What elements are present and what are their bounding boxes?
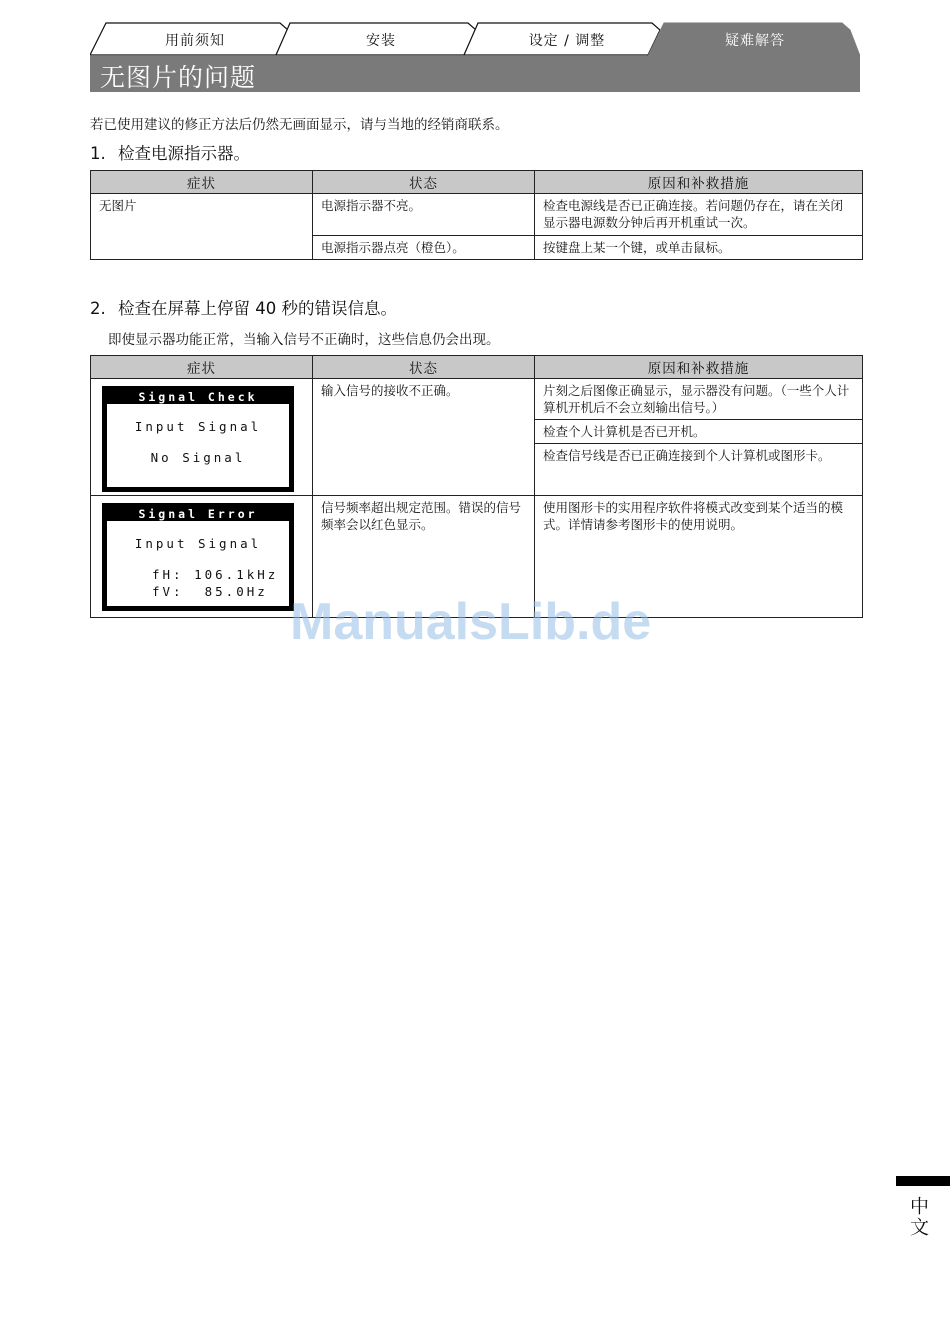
step-1-text: 检查电源指示器。 [118,144,250,163]
step-1-heading [90,140,250,164]
osd-line: fH: 106.1kHz [152,567,279,582]
remedy-cell: 检查电源线是否已正确连接。若问题仍存在，请在关闭显示器电源数分钟后再开机重试一次。 [535,194,863,236]
header-symptom: 症状 [91,171,313,194]
language-label: 中文 [907,1196,929,1238]
osd-line: Input Signal [134,536,262,551]
page-title: 无图片的问题 [100,63,257,92]
section-tabs [90,22,860,56]
table-row [91,194,863,236]
remedy-cell: 检查个人计算机是否已开机。 [535,420,863,444]
osd-line: Input Signal [134,419,262,434]
remedy-cell: 片刻之后图像正确显示，显示器没有问题。（一些个人计算机开机后不会立刻输出信号。） [535,379,863,420]
remedy-cell: 使用图形卡的实用程序软件将模式改变到某个适当的模式。详情请参考图形卡的使用说明。 [535,496,863,618]
power-indicator-table [90,170,863,260]
osd-title: Signal Error [107,508,289,521]
signal-check-osd [102,386,294,492]
table-row [91,379,863,420]
step-2-text: 检查在屏幕上停留 40 秒的错误信息。 [118,299,397,318]
tab-settings[interactable]: 设定 / 调整 [528,33,606,49]
step-2-number: 2. [90,299,106,318]
status-cell: 信号频率超出规定范围。错误的信号频率会以红色显示。 [313,496,535,618]
step-2-heading [90,295,397,319]
error-message-table [90,355,863,618]
tab-troubleshooting[interactable]: 疑难解答 [725,33,785,49]
header-status: 状态 [313,171,535,194]
remedy-cell: 按键盘上某一个键，或单击鼠标。 [535,236,863,260]
symptom-cell: 无图片 [91,194,313,260]
header-status: 状态 [313,356,535,379]
remedy-cell: 检查信号线是否已正确连接到个人计算机或图形卡。 [535,444,863,496]
page-title-bar [90,56,860,92]
status-cell: 电源指示器不亮。 [313,194,535,236]
osd-line: No Signal [150,450,246,465]
watermark: ManualsLib.de [290,593,652,651]
status-cell: 电源指示器点亮（橙色）。 [313,236,535,260]
tab-installation[interactable]: 安装 [366,33,396,49]
step-1-number: 1. [90,144,106,163]
header-remedy: 原因和补救措施 [535,171,863,194]
step-2-description: 即使显示器功能正常，当输入信号不正确时，这些信息仍会出现。 [108,332,500,348]
status-cell: 输入信号的接收不正确。 [313,379,535,496]
header-symptom: 症状 [91,356,313,379]
symptom-cell [91,379,313,496]
tab-preface[interactable]: 用前须知 [165,33,225,49]
signal-error-osd [102,503,294,611]
header-remedy: 原因和补救措施 [535,356,863,379]
intro-text: 若已使用建议的修正方法后仍然无画面显示，请与当地的经销商联系。 [90,117,509,133]
osd-line: fV: 85.0Hz [152,584,268,599]
language-marker-bar [896,1176,950,1186]
symptom-cell [91,496,313,618]
osd-title: Signal Check [107,391,289,404]
